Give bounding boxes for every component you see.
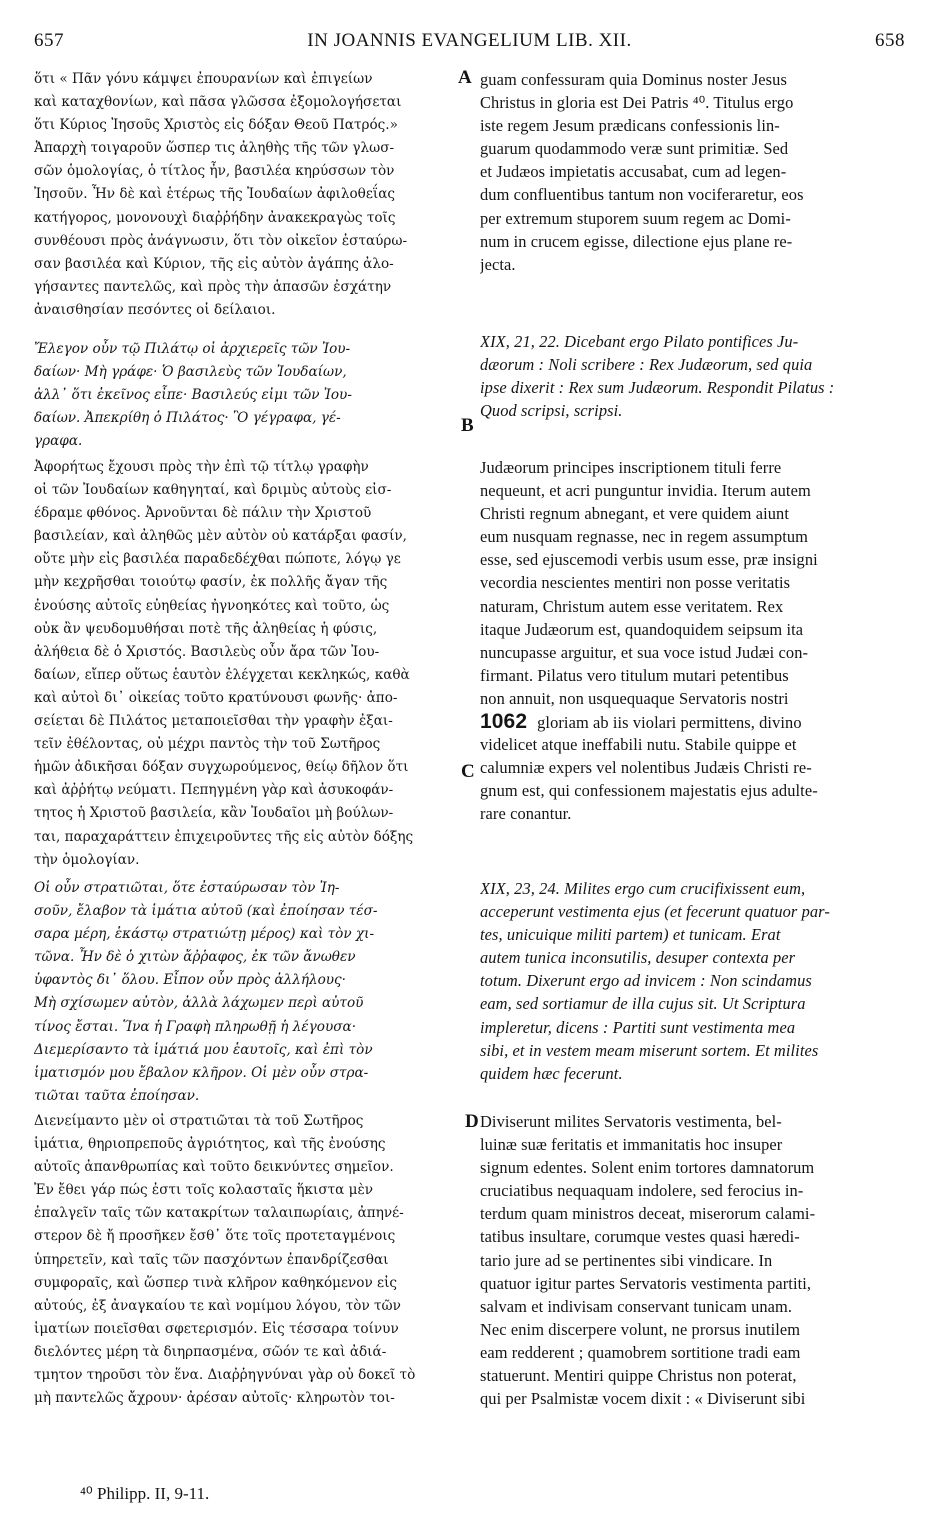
text-line: tario jure ad se pertinentes sibi vindicare. In [480,1250,773,1270]
text-line: ὅτι « Πᾶν γόνυ κάμψει ἐπουρανίων καὶ ἐπιγείων [34,71,373,87]
text-line: signum edentes. Solent enim tortores damnatorum [480,1158,815,1178]
text-line: συμφοραῖς, καὶ ὥσπερ τινὰ κλῆρον καθηκόμενον εἰς [34,1274,398,1291]
text-line: calumniæ expers vel nolentibus Judæis Christi re- [480,758,812,778]
text-segment: gloriam ab iis violari permittens, divino [537,713,802,733]
text-line: δαίων· Μὴ γράφε· Ὁ βασιλεὺς τῶν Ἰουδαίων, [34,364,347,381]
text-line: jecta. [480,254,516,274]
text-line: ὑπηρετεῖν, καὶ ταῖς τῶν πασχόντων ἐπανδρίζεσθαι [34,1251,389,1268]
text-line: et Judæos impietatis accusabat, cum ad legen- [480,162,787,182]
text-line: σαν βασιλέα καὶ Κύριον, τῆς εἰς αὐτὸν ἀγάπης ἀλο- [34,255,394,272]
text-line: impleretur, dicens : Partiti sunt vestimenta mea [480,1017,796,1037]
text-line: Ἔλεγον οὖν τῷ Πιλάτῳ οἱ ἀρχιερεῖς τῶν Ἰου- [34,341,351,357]
text-line: itaque Judæorum est, quandoquidem seipsum ita [480,619,804,639]
greek-paragraph [34,68,462,322]
text-line: διελόντες μέρη τὰ διηρπασμένα, σῶόν τε καὶ ἀδιά- [34,1343,387,1360]
text-line: καὶ καταχθονίων, καὶ πᾶσα γλῶσσα ἐξομολογήσεται [34,94,402,111]
text-line: guarum quodammodo veræ sunt primitiæ. Sed [480,139,789,159]
text-line: videlicet atque ineffabili nutu. Stabile quippe et [480,735,797,755]
text-line: Ἐν ἔθει γάρ πώς ἐστι τοῖς κολασταῖς ἥκιστα μὲν [34,1182,374,1199]
text-line: ἐνούσης αὐτοῖς εὐηθείας ἠγνοηκότες καὶ τοῦτο, ὡς [34,597,390,614]
text-line: συνθέουσι πρὸς ἀνάγνωσιν, ὅτι τὸν οἰκεῖον ἐσταύρω- [34,232,408,249]
text-line: κατήγορος, μονονουχὶ διαῤῥήδην ἀνακεκραγὼς τοῖς [34,209,396,226]
text-line: vecordia nescientes mentiri non posse veritatis [480,573,791,593]
text-line: sibi, et in vestem meam miserunt sortem. Et milites [480,1040,819,1060]
text-line: Christi regnum abnegant, et vere quidem aiunt [480,504,790,524]
text-line: σείεται δὲ Πιλάτος μεταποιεῖσθαι τὴν γραφὴν ἐξαι- [34,713,393,730]
text-line: XIX, 23, 24. Milites ergo cum crucifixissent eum, [480,879,806,898]
text-line: δαίων, εἴπερ οὕτως ἑαυτὸν ἐλέγχεται κεκληκώς, καθὰ [34,666,410,683]
text-line: Οἱ οὖν στρατιῶται, ὅτε ἐσταύρωσαν τὸν Ἰη- [34,880,340,896]
text-line: στερον δὲ ἤ προσῆκεν ἔσθ᾽ ὅτε τοῖς προτεταγμένοις [34,1228,396,1245]
text-line: iste regem Jesum prædicans confessionis lin- [480,116,780,136]
text-line: nuncupasse arguitur, et sua voce istud Judæi con- [480,642,809,662]
text-line: δαίων. Ἀπεκρίθη ὁ Πιλάτος· Ὃ γέγραφα, γέ- [34,410,341,427]
text-line: τῶνα. Ἦν δὲ ὁ χιτὼν ἄῤῥαφος, ἐκ τῶν ἄνωθεν [34,949,356,966]
text-line: τὴν ὁμολογίαν. [34,851,140,868]
text-line: num in crucem egisse, dilectione ejus plane re- [480,231,793,251]
text-line: οὐκ ἂν ψευδομυθήσαι ποτὲ τῆς ἀληθείας ἡ φύσις, [34,620,378,637]
footnote: ⁴⁰ Philipp. II, 9-11. [80,1484,210,1503]
text-line: Christus in gloria est Dei Patris ⁴⁰. Titulus ergo [480,93,794,113]
left-page-number: 657 [34,30,64,51]
text-line: αὐτοῖς ἀπανθρωπίας καὶ τοῦτο δεικνύντες σημεῖον. [34,1159,394,1176]
text-line: γήσαντες παντελῶς, καὶ πρὸς τὴν ἁπασῶν ἐσχάτην [34,278,392,295]
text-line: nequeunt, et acri punguntur invidia. Iterum autem [480,481,811,501]
text-line: Ἀπαρχὴ τοιγαροῦν ὥσπερ τις ἀληθὴς τῆς τῶν γλωσ- [34,140,395,157]
text-line: Διενείμαντο μὲν οἱ στρατιῶται τὰ τοῦ Σωτῆρος [34,1113,364,1129]
text-line: non annuit, non usquequaque Servatoris nostri [480,688,789,708]
text-line: eam redderent ; quamobrem sortitione tradi eam [480,1342,801,1362]
text-line: Diviserunt milites Servatoris vestimenta, bel- [480,1112,782,1131]
text-line: σῶν ὁμολογίας, ὁ τίτλος ἦν, βασιλέα κηρύσσων τὸν [34,163,395,180]
text-line: Μὴ σχίσωμεν αὐτὸν, ἀλλὰ λάχωμεν περὶ αὐτοῦ [34,995,364,1012]
greek-verse [34,338,462,453]
text-line: έδραμε φθόνος. Ἀρνοῦνται δὲ πάλιν τὴν Χριστοῦ [34,505,372,522]
greek-verse [34,877,462,1108]
text-line: autem tunica inconsutilis, desuper contexta per [480,948,796,968]
text-line: μὴ παντελῶς ἄχρουν· ἀρέσαν αὐτοῖς· κληρωτὸν τοι- [34,1390,395,1407]
text-line: naturam, Christum autem esse veritatem. Rex [480,596,784,616]
text-line: τεῖν ἐθέλοντας, οὐ μέχρι παντὸς τὴν τοῦ Σωτῆρος [34,736,381,753]
text-line: Judæorum principes inscriptionem tituli ferre [480,458,782,477]
text-line: σοῦν, ἔλαβον τὰ ἱμάτια αὐτοῦ (καὶ ἐποίησαν τέσ- [34,903,378,920]
text-line: qui per Psalmistæ vocem dixit : « Diviserunt sibi [480,1389,806,1409]
text-line: firmant. Pilatus vero titulum mutari petentibus [480,665,789,685]
text-line: ἀναισθησίαν πεσόντες οἱ δείλαιοι. [34,301,276,318]
text-line: βασιλείαν, καὶ ἀληθῶς μὲν αὐτὸν οὐ κατάρξαι φασίν, [34,528,407,545]
text-line: Ἰησοῦν. Ἦν δὲ καὶ ἑτέρως τῆς Ἰουδαίων ἀφιλοθεΐας [34,186,396,203]
running-title: IN JOANNIS EVANGELIUM LIB. XII. [307,30,632,51]
text-line: καὶ ἀῤῥήτῳ νεύματι. Πεπηγμένη γὰρ καὶ ἀσυκοφάν- [34,782,394,799]
text-line: ἱματίων ποιεῖσθαι σφετερισμόν. Εἰς τέσσαρα τοίνυν [34,1320,399,1337]
text-line: ἱματισμόν μου ἔβαλον κλῆρον. Οἱ μὲν οὖν στρα- [34,1064,369,1081]
text-line: Διεμερίσαντο τὰ ἱμάτιά μου ἑαυτοῖς, καὶ ἐπὶ τὸν [34,1041,373,1058]
latin-verse [480,330,900,422]
margin-marker-c: C [461,761,475,782]
text-line: ipse dixerit : Rex sum Judæorum. Respondit Pilatus : [480,378,835,398]
text-line: ὅτι Κύριος Ἰησοῦς Χριστὸς εἰς δόξαν Θεοῦ Πατρός.» [34,117,398,134]
text-line: Ἀφορήτως ἔχουσι πρὸς τὴν ἐπὶ τῷ τίτλῳ γραφὴν [34,459,369,475]
text-line [480,710,900,733]
text-line: καὶ αὐτοὶ δι᾽ οἰκείας τοῦτο κρατύνουσι φωνῆς· ἀπο- [34,689,398,706]
text-line: ἐπαλγεῖν ταῖς τῶν κατακρίτων ταλαιπωρίαις, ἀπηνέ- [34,1205,404,1222]
text-line: luinæ suæ feritatis et immanitatis hoc insuper [480,1135,783,1155]
text-line: esse, sed ejuscemodi verbis usum esse, præ insigni [480,550,818,570]
text-line: ἀλήθεια δὲ ὁ Χριστός. Βασιλεὺς οὖν ἄρα τῶν Ἰου- [34,643,380,660]
text-line: τμητον τηροῦσι τὸν ἕνα. Διαῤῥηγνύναι γὰρ οὐ δοκεῖ τὸ [34,1367,416,1384]
text-line: salvam et indivisam conservant tunicam unam. [480,1296,793,1316]
text-line: quidem hæc fecerunt. [480,1063,623,1083]
latin-paragraph [480,456,900,826]
text-line: τιῶται ταῦτα ἐποίησαν. [34,1087,200,1104]
text-line: οὔτε μὴν εἰς βασιλέα παραδεδέχθαι πώποτε, λόγῳ γε [34,551,401,568]
text-line: per extremum stuporem suum regem ac Domi- [480,208,791,228]
text-line: cruciatibus nequaquam indolere, sed ferocius in- [480,1181,804,1201]
text-line: ἱμάτια, θηριοπρεποῦς ἀγριότητος, καὶ τῆς ἐνούσης [34,1136,386,1153]
inline-page-number: 1062 [480,710,528,734]
text-line: dum confluentibus tantum non vociferaretur, eos [480,185,804,205]
text-line: ἡμῶν ἀδικῆσαι δόξαν συγχωρούμενος, θείῳ δῆλον ὅτι [34,759,409,776]
text-line: τίνος ἔσται. Ἵνα ἡ Γραφὴ πληρωθῇ ἡ λέγουσα· [34,1018,357,1035]
text-line: Nec enim discerpere volunt, ne prorsus inutilem [480,1319,801,1339]
greek-paragraph [34,1110,462,1410]
text-line: Quod scripsi, scripsi. [480,401,623,421]
running-header [34,30,905,60]
text-line: XIX, 21, 22. Dicebant ergo Pilato pontifices Ju- [480,332,799,351]
latin-verse [480,877,900,1085]
text-line: quatuor igitur partes Servatoris vestimenta partiti, [480,1273,812,1293]
text-line: σαρα μέρη, ἑκάστῳ στρατιώτῃ μέρος) καὶ τὸν χι- [34,926,375,943]
text-line: tatibus insultare, corumque vestes quasi hæredi- [480,1227,800,1247]
text-line: οἱ τῶν Ἰουδαίων καθηγηταί, καὶ δριμὺς αὐτοὺς εἰσ- [34,482,392,499]
text-line: ται, παραχαράττειν ἐπιχειροῦντες τῆς εἰς αὐτὸν δόξης [34,828,414,845]
text-line: acceperunt vestimenta ejus (et fecerunt quatuor par- [480,902,830,922]
text-line: rare conantur. [480,804,572,824]
text-line: dæorum : Noli scribere : Rex Judæorum, sed quia [480,355,813,375]
text-line: guam confessuram quia Dominus noster Jesus [480,70,787,89]
text-line: τητος ἡ Χριστοῦ βασιλεία, κἂν Ἰουδαῖοι μὴ βούλων- [34,805,394,822]
text-line: terdum quam ministros deceat, miserorum calami- [480,1204,816,1224]
text-line: statuerunt. Mentiri quippe Christus non poterat, [480,1366,797,1386]
text-line: γραφα. [34,433,83,450]
text-line: μὴν κεχρῆσθαι τοιούτῳ φασίν, ἐκ πολλῆς ἄγαν τῆς [34,574,388,591]
text-line: eam, sed sortiamur de illa cujus sit. Ut Scriptura [480,994,806,1014]
text-line: gnum est, qui confessionem majestatis ejus adulte- [480,781,818,801]
latin-paragraph [480,1110,900,1410]
greek-paragraph [34,456,462,872]
margin-marker-b: B [461,415,474,436]
text-line: tes, unicuique militi partem) et tunicam. Erat [480,925,781,945]
margin-marker-d: D [465,1111,479,1132]
text-line: eum nusquam regnasse, nec in regem assumptum [480,527,809,547]
latin-paragraph [480,68,900,276]
text-line: totum. Dixerunt ergo ad invicem : Non scindamus [480,971,812,991]
text-line: ὑφαντὸς δι᾽ ὅλου. Εἶπον οὖν πρὸς ἀλλήλους· [34,972,346,989]
right-page-number: 658 [875,30,905,51]
text-line: ἀλλ᾽ ὅτι ἐκεῖνος εἶπε· Βασιλεύς εἰμι τῶν Ἰου- [34,387,352,404]
text-line: αὐτούς, ἐξ ἀναγκαίου τε καὶ νομίμου λόγου, τὸν τῶν [34,1297,401,1314]
margin-marker-a: A [458,67,472,88]
